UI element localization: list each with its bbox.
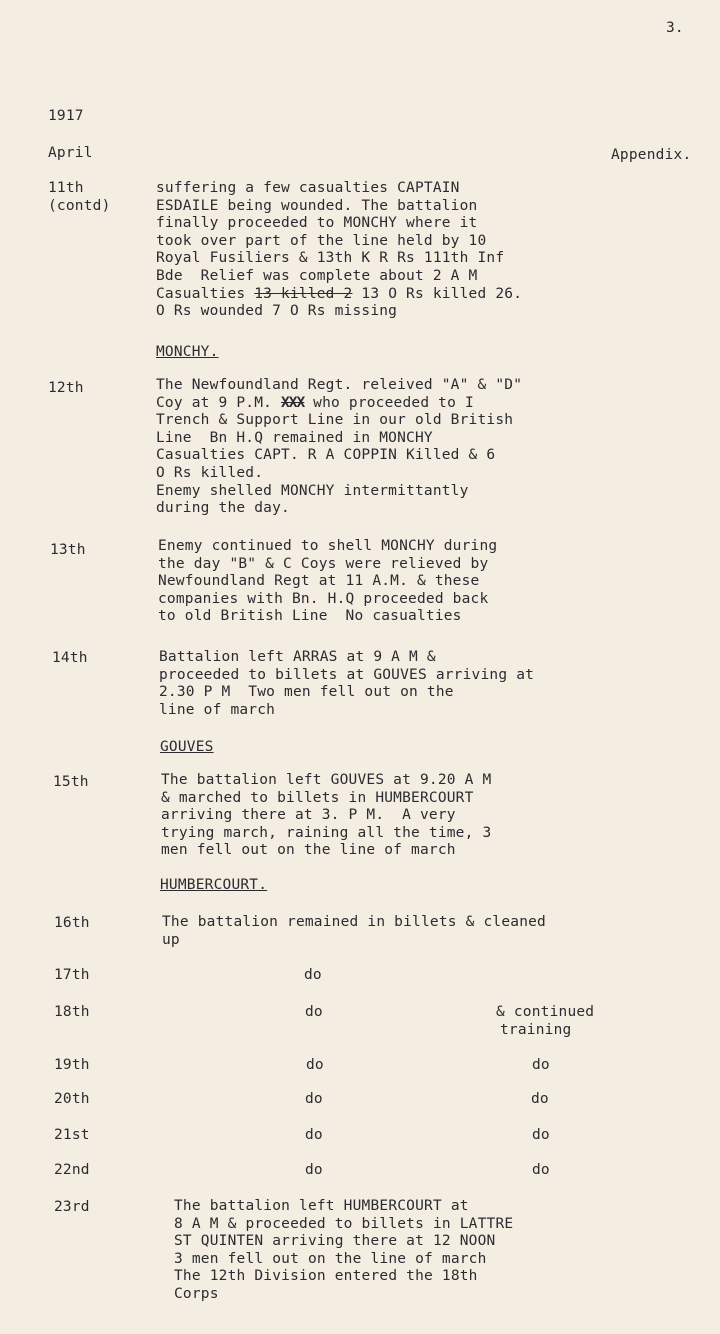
text-line: & marched to billets in HUMBERCOURT <box>161 789 474 806</box>
entry-text <box>156 180 522 321</box>
text-line: during the day. <box>156 500 290 517</box>
location-heading-humbercourt: HUMBERCOURT. <box>160 877 268 893</box>
text-line: arriving there at 3. P M. A very <box>161 807 456 824</box>
entry-date: 17th <box>54 967 90 983</box>
entry-date: 12th <box>48 380 84 396</box>
location-heading-gouves: GOUVES <box>160 739 214 755</box>
text-line: Corps <box>174 1285 219 1302</box>
text-line: O Rs killed. <box>156 464 264 481</box>
text-line: suffering a few casualties CAPTAIN <box>156 180 460 196</box>
ditto-mark: do <box>306 1057 324 1073</box>
entry-text <box>159 649 534 719</box>
entry-date: 22nd <box>54 1162 90 1178</box>
entry-text <box>174 1198 513 1304</box>
entry-date-contd: (contd) <box>48 198 111 214</box>
ditto-mark: do <box>532 1057 550 1073</box>
text-line: Newfoundland Regt at 11 A.M. & these <box>158 573 480 590</box>
entry-date: 20th <box>54 1091 90 1107</box>
casualties-figures: 13 O Rs killed 26. <box>352 285 523 302</box>
text-line: The Newfoundland Regt. releived "A" & "D" <box>156 377 523 393</box>
text-line: men fell out on the line of march <box>161 842 456 859</box>
text-line: 2.30 P M Two men fell out on the <box>159 684 454 701</box>
text-line: Trench & Support Line in our old British <box>156 412 514 429</box>
continued-training-line1: & continued <box>496 1004 595 1020</box>
struck-text: 13 killed 2 <box>254 285 353 302</box>
entry-text <box>158 538 497 626</box>
ditto-mark: do <box>532 1127 550 1143</box>
entry-date: 11th <box>48 180 84 196</box>
text-line: Bde Relief was complete about 2 A M <box>156 267 478 284</box>
text-line: Royal Fusiliers & 13th K R Rs 111th Inf <box>156 250 505 267</box>
entry-date: 18th <box>54 1004 90 1020</box>
text-line: proceeded to billets at GOUVES arriving at <box>159 666 535 683</box>
text-line: Battalion left ARRAS at 9 A M & <box>159 649 436 665</box>
entry-date: 13th <box>50 542 86 558</box>
casualties-line <box>156 286 522 304</box>
month: April <box>48 145 93 161</box>
entry-date: 21st <box>54 1127 90 1143</box>
text-line: 8 A M & proceeded to billets in LATTRE <box>174 1215 514 1232</box>
text-line: the day "B" & C Coys were relieved by <box>158 555 489 572</box>
ditto-mark: do <box>305 1091 323 1107</box>
ditto-mark: do <box>304 967 322 983</box>
text-line: trying march, raining all the time, 3 <box>161 824 492 841</box>
text-line: line of march <box>159 701 276 718</box>
text-line: took over part of the line held by 10 <box>156 232 487 249</box>
continued-training-line2: training <box>500 1022 572 1038</box>
location-heading-monchy: MONCHY. <box>156 344 219 360</box>
casualties-label: Casualties <box>156 285 255 302</box>
text-line: to old British Line No casualties <box>158 608 462 625</box>
entry-date: 23rd <box>54 1199 90 1215</box>
text-segment: Coy at 9 P.M. <box>156 394 282 411</box>
entry-text <box>156 377 522 518</box>
crossed-out-text: XXX <box>281 394 305 411</box>
text-line: finally proceeded to MONCHY where it <box>156 215 478 232</box>
entry-text <box>161 772 491 860</box>
text-line: The battalion left GOUVES at 9.20 A M <box>161 772 492 788</box>
text-line: companies with Bn. H.Q proceeded back <box>158 590 489 607</box>
entry-text <box>162 914 546 949</box>
ditto-mark: do <box>531 1091 549 1107</box>
ditto-mark: do <box>305 1162 323 1178</box>
text-line: 3 men fell out on the line of march <box>174 1250 487 1267</box>
ditto-mark: do <box>305 1004 323 1020</box>
text-line: O Rs wounded 7 O Rs missing <box>156 303 398 320</box>
entry-date: 14th <box>52 650 88 666</box>
text-line: Casualties CAPT. R A COPPIN Killed & 6 <box>156 447 496 464</box>
text-line <box>156 395 522 413</box>
entry-date: 15th <box>53 774 89 790</box>
text-line: The battalion left HUMBERCOURT at <box>174 1198 469 1214</box>
text-line: The 12th Division entered the 18th <box>174 1268 478 1285</box>
text-line: The battalion remained in billets & cleaned <box>162 914 546 930</box>
year: 1917 <box>48 108 84 124</box>
text-segment: who proceeded to I <box>304 394 474 411</box>
entry-date: 19th <box>54 1057 90 1073</box>
page-number: 3. <box>666 20 684 36</box>
text-line: ST QUINTEN arriving there at 12 NOON <box>174 1233 496 1250</box>
text-line: Line Bn H.Q remained in MONCHY <box>156 429 433 446</box>
entry-date: 16th <box>54 915 90 931</box>
ditto-mark: do <box>305 1127 323 1143</box>
ditto-mark: do <box>532 1162 550 1178</box>
text-line: Enemy shelled MONCHY intermittantly <box>156 482 469 499</box>
text-line: ESDAILE being wounded. The battalion <box>156 197 478 214</box>
appendix-label: Appendix. <box>611 147 692 163</box>
text-line: up <box>162 931 180 948</box>
text-line: Enemy continued to shell MONCHY during <box>158 538 498 554</box>
